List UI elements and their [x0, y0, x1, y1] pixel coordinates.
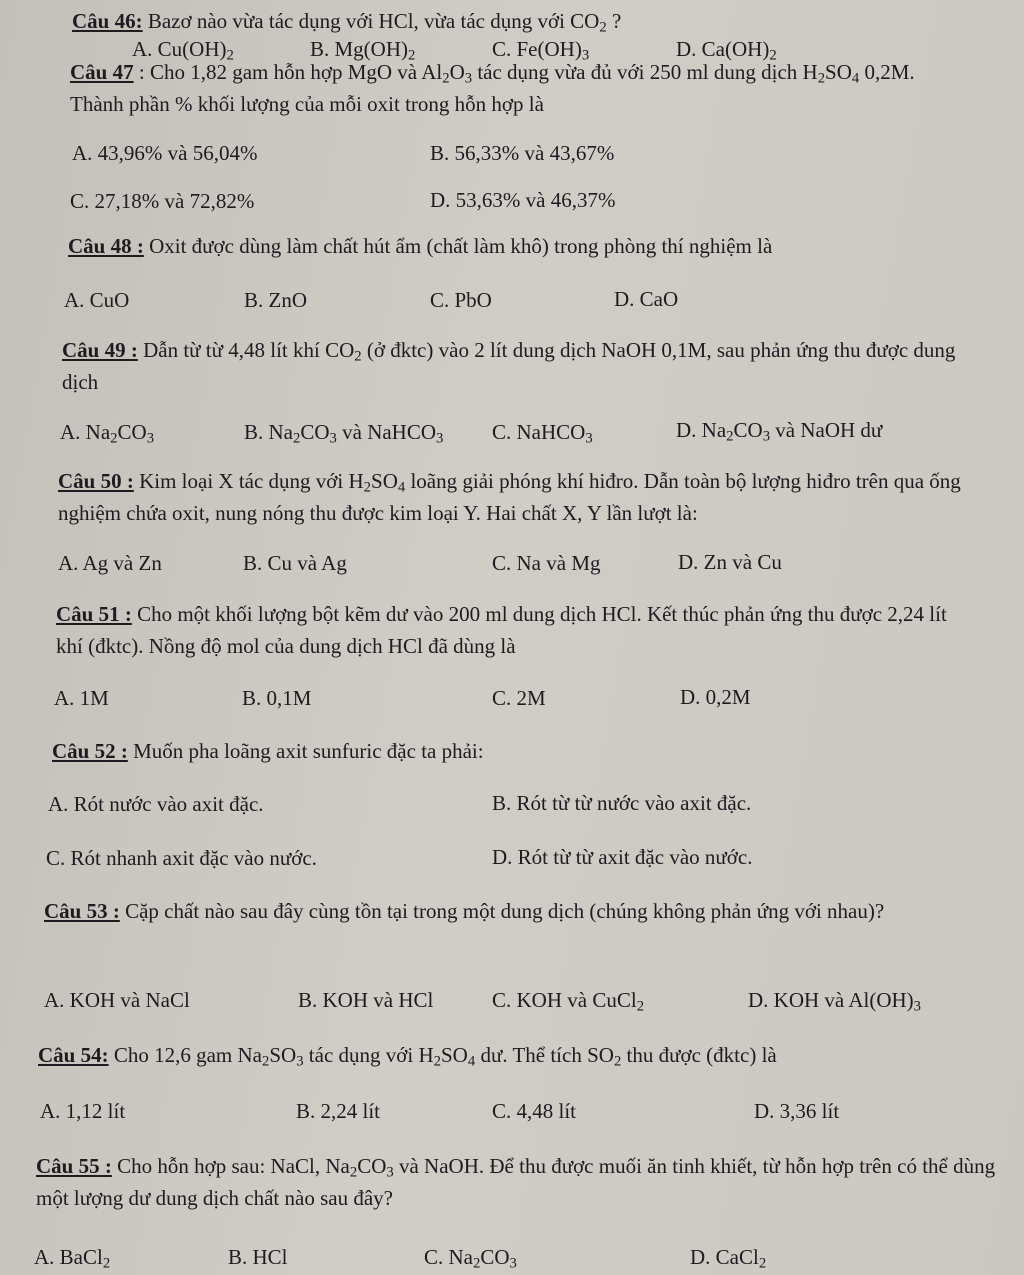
question-48-option-c[interactable]: C. PbO — [430, 288, 492, 312]
subscript-text: 4 — [397, 479, 406, 496]
subscript-text: 3 — [509, 1255, 517, 1272]
subscript-text: 2 — [769, 47, 777, 64]
question-51-option-a[interactable]: A. 1M — [54, 686, 109, 710]
question-48-label: Câu 48 : — [68, 234, 144, 258]
question-51-label: Câu 51 : — [56, 602, 132, 626]
subscript-text: 2 — [226, 47, 234, 64]
subscript-text: 3 — [296, 1053, 304, 1070]
question-52-option-b[interactable]: B. Rót từ từ nước vào axit đặc. — [492, 791, 752, 815]
text-segment: và NaOH. Để thu được muối ăn tinh khiết, từ hỗn hợp trên có thể dùng một lượng dư dung dịch chất nào sau đây? — [36, 1154, 996, 1210]
text-segment: D. CaCl — [690, 1245, 759, 1269]
question-46-stem — [72, 8, 621, 34]
question-50-option-a[interactable]: A. Ag và Zn — [58, 551, 162, 575]
text-segment: CO — [480, 1245, 510, 1269]
question-54-option-a[interactable]: A. 1,12 lít — [40, 1099, 126, 1123]
question-50-option-d[interactable]: D. Zn và Cu — [678, 550, 782, 574]
question-48-option-b[interactable]: B. ZnO — [244, 288, 307, 312]
subscript-text: 2 — [442, 70, 450, 87]
text-segment: CO — [300, 420, 330, 444]
text-segment: Cho một khối lượng bột kẽm dư vào 200 ml dung dịch HCl. Kết thúc phản ứng thu được 2,24 lít khí (đktc). Nồng độ mol của dung dịch HCl đã dùng là — [56, 602, 947, 658]
subscript-text: 3 — [146, 430, 155, 447]
text-segment: CO — [357, 1154, 387, 1178]
text-segment: dư. Thể tích SO — [475, 1043, 614, 1067]
question-54-stem — [38, 1042, 777, 1068]
subscript-text: 2 — [102, 1255, 111, 1272]
text-segment: D. Na — [676, 418, 727, 442]
question-46-label: Câu 46: — [72, 9, 143, 33]
text-segment: Muốn pha loãng axit sunfuric đặc ta phải: — [127, 739, 484, 763]
text-segment: ? — [606, 9, 622, 33]
question-47-option-c[interactable]: C. 27,18% và 72,82% — [70, 189, 255, 213]
subscript-text: 2 — [354, 348, 362, 365]
question-52-stem — [52, 738, 484, 764]
text-segment: C. Fe(OH) — [492, 37, 582, 61]
text-segment: Kim loại X tác dụng với H — [133, 469, 364, 493]
text-segment: Dẫn từ từ 4,48 lít khí CO — [137, 338, 355, 362]
subscript-text: 3 — [464, 70, 473, 87]
question-47-option-a[interactable]: A. 43,96% và 56,04% — [72, 141, 258, 165]
text-segment: CO — [117, 420, 147, 444]
question-47-stem — [70, 56, 970, 120]
question-54-option-d[interactable]: D. 3,36 lít — [754, 1099, 840, 1123]
question-54-option-c[interactable]: C. 4,48 lít — [492, 1099, 577, 1123]
subscript-text: 2 — [349, 1164, 358, 1181]
question-49-option-b[interactable] — [244, 419, 443, 445]
question-52-option-c[interactable]: C. Rót nhanh axit đặc vào nước. — [46, 846, 317, 870]
question-49-stem — [62, 334, 972, 398]
text-segment: SO — [371, 469, 398, 493]
subscript-text: 3 — [762, 428, 771, 445]
question-53-option-a[interactable]: A. KOH và NaCl — [44, 988, 190, 1012]
text-segment: C. NaHCO — [492, 420, 586, 444]
subscript-text: 3 — [386, 1164, 394, 1181]
question-48-stem — [68, 233, 772, 259]
text-segment: (ở đktc) vào 2 lít dung dịch NaOH 0,1M, sau phản ứng thu được dung dịch — [62, 338, 956, 394]
question-50-stem — [58, 465, 978, 529]
question-52-option-a[interactable]: A. Rót nước vào axit đặc. — [48, 792, 264, 816]
question-54-label: Câu 54: — [38, 1043, 109, 1067]
subscript-text: 2 — [599, 19, 607, 36]
question-50-option-b[interactable]: B. Cu và Ag — [243, 551, 347, 575]
subscript-text: 3 — [329, 430, 337, 447]
subscript-text: 3 — [581, 47, 590, 64]
text-segment: O — [449, 60, 465, 84]
question-55-label: Câu 55 : — [36, 1154, 112, 1178]
question-49-option-d[interactable] — [676, 417, 882, 443]
subscript-text: 2 — [473, 1255, 481, 1272]
subscript-text: 2 — [433, 1053, 441, 1070]
question-51-option-d[interactable]: D. 0,2M — [680, 685, 751, 709]
text-segment: SO — [269, 1043, 297, 1067]
text-segment: và NaOH dư — [770, 418, 883, 442]
subscript-text: 4 — [467, 1053, 476, 1070]
question-49-label: Câu 49 : — [62, 338, 138, 362]
question-54-option-b[interactable]: B. 2,24 lít — [296, 1099, 381, 1123]
question-55-stem — [36, 1150, 996, 1214]
text-segment: SO — [440, 1043, 468, 1067]
question-51-option-c[interactable]: C. 2M — [492, 686, 546, 710]
question-50-label: Câu 50 : — [58, 469, 134, 493]
text-segment: D. KOH và Al(OH) — [748, 988, 914, 1012]
text-segment: B. Na — [244, 420, 293, 444]
subscript-text: 3 — [913, 998, 921, 1015]
text-segment: CO — [733, 418, 763, 442]
text-segment: D. Ca(OH) — [676, 37, 770, 61]
subscript-text: 2 — [408, 47, 416, 64]
question-52-option-d[interactable]: D. Rót từ từ axit đặc vào nước. — [492, 845, 753, 869]
question-49-option-a[interactable] — [60, 419, 154, 445]
question-50-option-c[interactable]: C. Na và Mg — [492, 551, 601, 575]
question-47-label: Câu 47 — [70, 60, 134, 84]
text-segment: : Cho 1,82 gam hỗn hợp MgO và Al — [133, 60, 443, 84]
question-47-option-d[interactable]: D. 53,63% và 46,37% — [430, 188, 616, 212]
subscript-text: 2 — [363, 479, 372, 496]
question-52-label: Câu 52 : — [52, 739, 128, 763]
question-48-option-d[interactable]: D. CaO — [614, 287, 679, 311]
question-53-stem — [44, 895, 984, 927]
subscript-text: 2 — [262, 1053, 270, 1070]
text-segment: A. Na — [60, 420, 111, 444]
text-segment: Cho hỗn hợp sau: NaCl, Na — [111, 1154, 350, 1178]
question-55-option-a[interactable] — [34, 1244, 110, 1270]
subscript-text: 2 — [726, 428, 734, 445]
question-53-option-b[interactable]: B. KOH và HCl — [298, 988, 434, 1012]
question-51-option-b[interactable]: B. 0,1M — [242, 686, 312, 710]
question-55-option-d[interactable] — [690, 1244, 766, 1270]
text-segment: và NaHCO — [336, 420, 437, 444]
question-48-option-a[interactable]: A. CuO — [64, 288, 130, 312]
question-49-option-c[interactable] — [492, 419, 593, 445]
text-segment: Oxit được dùng làm chất hút ẩm (chất làm khô) trong phòng thí nghiệm là — [143, 234, 773, 258]
text-segment: A. Cu(OH) — [132, 37, 227, 61]
question-47-option-b[interactable]: B. 56,33% và 43,67% — [430, 141, 615, 165]
question-53-option-d[interactable] — [748, 987, 921, 1013]
subscript-text: 3 — [436, 430, 444, 447]
subscript-text: 2 — [110, 430, 118, 447]
text-segment: loãng giải phóng khí hiđro. Dẫn toàn bộ lượng hiđro trên qua ống nghiệm chứa oxit, nung nóng thu được kim loại Y. Hai chất X, Y lần lượt là: — [58, 469, 961, 525]
text-segment: Cho 12,6 gam Na — [108, 1043, 262, 1067]
text-segment: thu được (đktc) là — [621, 1043, 777, 1067]
text-segment: C. KOH và CuCl — [492, 988, 637, 1012]
text-segment: tác dụng vừa đủ với 250 ml dung dịch H — [472, 60, 818, 84]
text-segment: B. Mg(OH) — [310, 37, 408, 61]
text-segment: Cặp chất nào sau đây cùng tồn tại trong một dung dịch (chúng không phản ứng với nhau)? — [119, 899, 885, 923]
text-segment: C. Na — [424, 1245, 473, 1269]
text-segment: tác dụng với H — [303, 1043, 434, 1067]
subscript-text: 2 — [758, 1255, 767, 1272]
subscript-text: 2 — [293, 430, 301, 447]
text-segment: SO — [825, 60, 852, 84]
subscript-text: 3 — [585, 430, 593, 447]
subscript-text: 2 — [636, 998, 645, 1015]
text-segment: 0,2M. Thành phần % khối lượng của mỗi oxit trong hỗn hợp là — [70, 60, 915, 116]
question-53-label: Câu 53 : — [44, 899, 120, 923]
question-55-option-b[interactable]: B. HCl — [228, 1245, 288, 1269]
text-segment: Bazơ nào vừa tác dụng với HCl, vừa tác dụng với CO — [142, 9, 600, 33]
subscript-text: 2 — [817, 70, 826, 87]
subscript-text: 2 — [613, 1053, 622, 1070]
question-53-option-c[interactable] — [492, 987, 644, 1013]
question-55-option-c[interactable] — [424, 1244, 517, 1270]
question-51-stem — [56, 598, 976, 662]
subscript-text: 4 — [851, 70, 860, 87]
text-segment: A. BaCl — [34, 1245, 103, 1269]
